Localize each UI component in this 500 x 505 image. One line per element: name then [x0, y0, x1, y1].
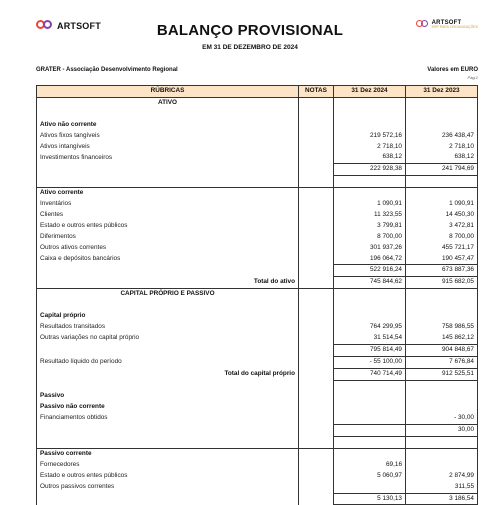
table-row: [37, 425, 478, 437]
row-value-2024: 196 064,72: [334, 254, 406, 265]
currency-label: Valores em EURO: [427, 67, 478, 73]
row-value-2024: [334, 413, 406, 424]
row-notes: [299, 243, 334, 254]
row-notes: [299, 210, 334, 221]
row-value-2023: 236 438,47: [406, 131, 478, 142]
row-value-2023: [406, 188, 478, 199]
column-header-2024: 31 Dez 2024: [334, 86, 406, 98]
row-value-2024: 795 814,49: [334, 344, 406, 356]
row-value-2023: 912 525,51: [406, 368, 478, 380]
balance-sheet-table: [36, 85, 478, 505]
row-value-2023: 14 450,30: [406, 210, 478, 221]
table-row: [37, 471, 478, 482]
row-notes: [299, 391, 334, 402]
row-notes: [299, 460, 334, 471]
table-row: [37, 460, 478, 471]
row-value-2023: [406, 460, 478, 471]
row-value-2024: 5 060,97: [334, 471, 406, 482]
table-row: [37, 300, 478, 311]
row-value-2024: [334, 109, 406, 120]
row-value-2024: [334, 311, 406, 322]
row-value-2024: 69,16: [334, 460, 406, 471]
row-label: [37, 425, 299, 437]
row-label: Fornecedores: [37, 460, 299, 471]
table-header-row: [37, 86, 478, 98]
row-value-2023: [406, 380, 478, 391]
row-value-2023: - 30,00: [406, 413, 478, 424]
row-value-2023: 1 090,91: [406, 199, 478, 210]
table-row: [37, 199, 478, 210]
row-label: Financiamentos obtidos: [37, 413, 299, 424]
row-notes: [299, 289, 334, 300]
row-label: [37, 300, 299, 311]
table-row: [37, 448, 478, 459]
row-label: Ativo não corrente: [37, 120, 299, 131]
row-label: Ativos fixos tangíveis: [37, 131, 299, 142]
organization-name: GRATER - Associação Desenvolvimento Regional: [36, 67, 178, 73]
row-notes: [299, 277, 334, 289]
row-label: [37, 493, 299, 505]
table-body: [37, 97, 478, 505]
row-value-2023: 915 682,05: [406, 277, 478, 289]
row-label: Outros ativos correntes: [37, 243, 299, 254]
table-row: [37, 277, 478, 289]
row-value-2023: 2 718,10: [406, 142, 478, 153]
row-notes: [299, 188, 334, 199]
row-notes: [299, 164, 334, 176]
row-notes: [299, 368, 334, 380]
row-notes: [299, 437, 334, 449]
table-row: [37, 413, 478, 424]
row-label: Resultado líquido do período: [37, 356, 299, 368]
row-notes: [299, 311, 334, 322]
table-row: [37, 402, 478, 413]
row-label: [37, 265, 299, 277]
row-notes: [299, 131, 334, 142]
row-label: Caixa e depósitos bancários: [37, 254, 299, 265]
table-row: [37, 221, 478, 232]
row-value-2023: 241 794,69: [406, 164, 478, 176]
row-value-2023: [406, 391, 478, 402]
row-value-2024: [334, 437, 406, 449]
row-value-2024: [334, 97, 406, 108]
row-label: [37, 437, 299, 449]
row-notes: [299, 356, 334, 368]
row-value-2023: [406, 402, 478, 413]
row-value-2023: [406, 300, 478, 311]
row-value-2023: 455 721,17: [406, 243, 478, 254]
row-notes: [299, 380, 334, 391]
table-row: [37, 131, 478, 142]
row-label: [37, 109, 299, 120]
row-notes: [299, 471, 334, 482]
row-label: Estado e outros entes públicos: [37, 471, 299, 482]
row-value-2023: 3 472,81: [406, 221, 478, 232]
row-value-2023: 638,12: [406, 152, 478, 163]
row-value-2024: 522 916,24: [334, 265, 406, 277]
row-value-2023: [406, 289, 478, 300]
table-row: [37, 322, 478, 333]
row-value-2024: [334, 448, 406, 459]
row-value-2024: 1 090,91: [334, 199, 406, 210]
row-label: Outros passivos correntes: [37, 482, 299, 493]
row-notes: [299, 300, 334, 311]
row-value-2024: [334, 176, 406, 188]
row-notes: [299, 152, 334, 163]
table-row: [37, 164, 478, 176]
row-label: Estado e outros entes públicos: [37, 221, 299, 232]
row-value-2024: [334, 402, 406, 413]
row-notes: [299, 120, 334, 131]
table-row: [37, 356, 478, 368]
table-row: [37, 380, 478, 391]
report-date: EM 31 DE DEZEMBRO DE 2024: [202, 44, 298, 51]
table-row: [37, 152, 478, 163]
row-notes: [299, 176, 334, 188]
row-value-2023: 3 186,54: [406, 493, 478, 505]
table-row: [37, 243, 478, 254]
row-notes: [299, 482, 334, 493]
column-header-2023: 31 Dez 2023: [406, 86, 478, 98]
row-label: Resultados transitados: [37, 322, 299, 333]
row-notes: [299, 232, 334, 243]
row-value-2024: 638,12: [334, 152, 406, 163]
table-row: [37, 311, 478, 322]
logo-right-text: ARTSOFT: [431, 20, 462, 26]
table-row: [37, 232, 478, 243]
column-header-rubricas: RÚBRICAS: [37, 86, 299, 98]
table-row: [37, 368, 478, 380]
row-value-2024: 5 130,13: [334, 493, 406, 505]
row-value-2024: 2 718,10: [334, 142, 406, 153]
table-row: [37, 109, 478, 120]
row-notes: [299, 425, 334, 437]
row-value-2024: 11 323,55: [334, 210, 406, 221]
row-label: Passivo não corrente: [37, 402, 299, 413]
page-number: Pág.1: [467, 75, 478, 80]
table-row: [37, 254, 478, 265]
row-value-2023: 758 986,55: [406, 322, 478, 333]
row-value-2024: [334, 289, 406, 300]
row-label: [37, 176, 299, 188]
row-value-2024: [334, 391, 406, 402]
row-value-2023: 8 700,00: [406, 232, 478, 243]
row-label: Inventários: [37, 199, 299, 210]
table-row: [37, 333, 478, 344]
row-value-2024: [334, 300, 406, 311]
row-value-2023: [406, 109, 478, 120]
table-row: [37, 120, 478, 131]
table-row: [37, 176, 478, 188]
row-value-2024: [334, 380, 406, 391]
table-row: [37, 344, 478, 356]
row-label: Passivo: [37, 391, 299, 402]
row-value-2023: [406, 437, 478, 449]
row-value-2024: 8 700,00: [334, 232, 406, 243]
row-value-2024: [334, 482, 406, 493]
row-notes: [299, 493, 334, 505]
row-value-2023: 30,00: [406, 425, 478, 437]
logo-text: ARTSOFT: [57, 20, 101, 31]
row-notes: [299, 344, 334, 356]
table-row: [37, 142, 478, 153]
row-value-2024: [334, 425, 406, 437]
column-header-notas: NOTAS: [299, 86, 334, 98]
row-value-2024: 740 714,49: [334, 368, 406, 380]
row-notes: [299, 221, 334, 232]
row-label: [37, 344, 299, 356]
row-label: Ativos intangíveis: [37, 142, 299, 153]
row-label: Capital próprio: [37, 311, 299, 322]
row-label: ATIVO: [37, 97, 299, 108]
row-value-2024: 301 937,26: [334, 243, 406, 254]
table-row: [37, 289, 478, 300]
row-label: Diferimentos: [37, 232, 299, 243]
row-label: CAPITAL PRÓPRIO E PASSIVO: [37, 289, 299, 300]
row-value-2024: - 55 100,00: [334, 356, 406, 368]
table-row: [37, 97, 478, 108]
row-value-2024: 745 844,62: [334, 277, 406, 289]
row-value-2023: 2 874,99: [406, 471, 478, 482]
row-value-2023: 190 457,47: [406, 254, 478, 265]
row-label: Investimentos financeiros: [37, 152, 299, 163]
row-value-2023: [406, 311, 478, 322]
row-value-2023: 145 862,12: [406, 333, 478, 344]
row-notes: [299, 413, 334, 424]
row-label: Passivo corrente: [37, 448, 299, 459]
row-value-2024: [334, 120, 406, 131]
row-value-2023: 7 676,84: [406, 356, 478, 368]
row-label: [37, 164, 299, 176]
report-title: BALANÇO PROVISIONAL: [156, 22, 344, 39]
row-notes: [299, 254, 334, 265]
row-notes: [299, 142, 334, 153]
table-row: [37, 493, 478, 505]
row-value-2023: [406, 448, 478, 459]
row-value-2023: 904 848,67: [406, 344, 478, 356]
row-notes: [299, 322, 334, 333]
row-notes: [299, 333, 334, 344]
row-value-2024: 764 299,95: [334, 322, 406, 333]
table-row: [37, 265, 478, 277]
row-notes: [299, 265, 334, 277]
row-notes: [299, 109, 334, 120]
row-value-2023: 673 887,36: [406, 265, 478, 277]
row-label: Ativo corrente: [37, 188, 299, 199]
row-notes: [299, 97, 334, 108]
row-value-2024: 3 799,81: [334, 221, 406, 232]
row-value-2023: [406, 176, 478, 188]
row-value-2024: 31 514,54: [334, 333, 406, 344]
row-label: Total do capital próprio: [37, 368, 299, 380]
table-row: [37, 188, 478, 199]
table-row: [37, 210, 478, 221]
logo-right-subtitle: ERP PARA ORGANIZAÇÕES: [431, 25, 478, 29]
table-row: [37, 482, 478, 493]
row-value-2023: 311,55: [406, 482, 478, 493]
row-value-2024: 219 572,16: [334, 131, 406, 142]
row-notes: [299, 199, 334, 210]
row-label: Outras variações no capital próprio: [37, 333, 299, 344]
row-value-2023: [406, 120, 478, 131]
row-label: Total do ativo: [37, 277, 299, 289]
row-notes: [299, 448, 334, 459]
table-row: [37, 437, 478, 449]
row-notes: [299, 402, 334, 413]
row-label: [37, 380, 299, 391]
row-label: Clientes: [37, 210, 299, 221]
row-value-2024: [334, 188, 406, 199]
row-value-2024: 222 928,38: [334, 164, 406, 176]
table-row: [37, 391, 478, 402]
row-value-2023: [406, 97, 478, 108]
